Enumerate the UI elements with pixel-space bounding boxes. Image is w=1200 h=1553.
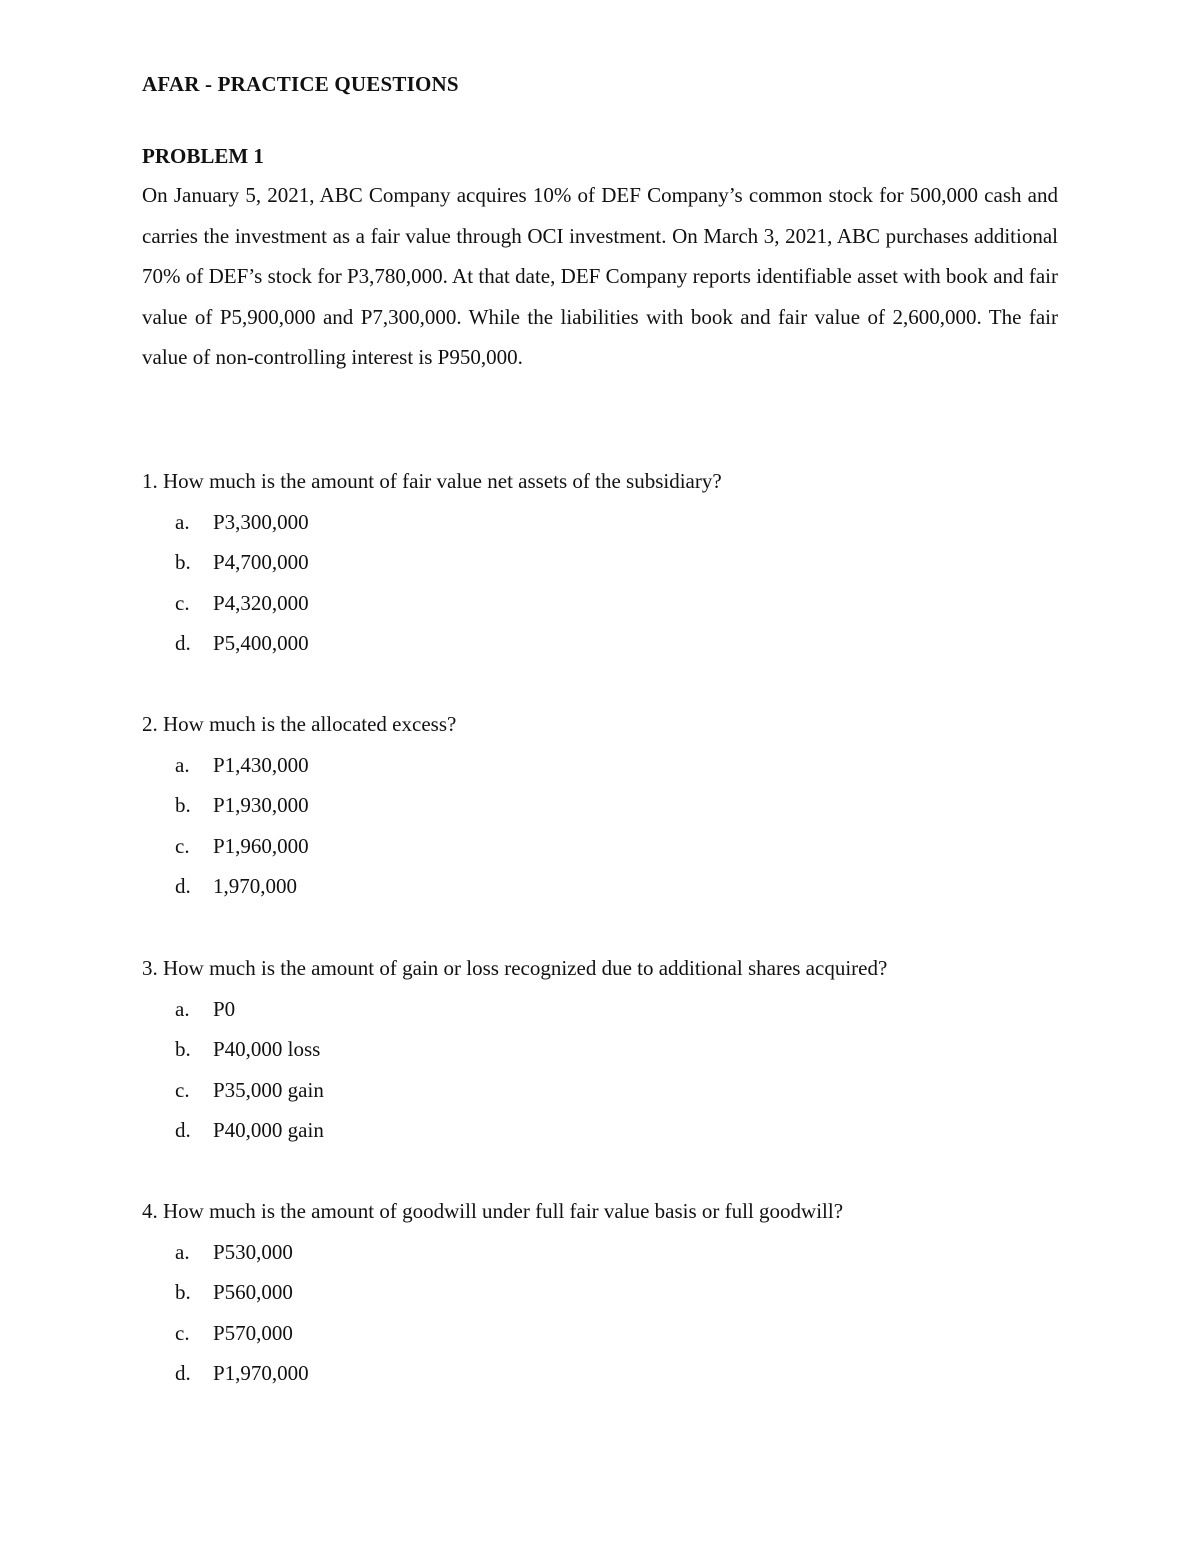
question-stem: 1. How much is the amount of fair value net assets of the subsidiary? — [142, 469, 722, 493]
option-b — [142, 785, 1142, 826]
option-a — [142, 989, 1142, 1030]
problem-heading: PROBLEM 1 — [142, 144, 264, 168]
option-c — [142, 583, 1142, 624]
option-text: P0 — [213, 996, 236, 1021]
option-text: P35,000 gain — [213, 1077, 324, 1102]
problem-text: On January 5, 2021, ABC Company acquires 10% of DEF Company’s common stock for 500,000 cash and carries the investment as a fair value through OCI investment. On March 3, 2021, ABC purchases additional 70% of DEF’s stock for P3,780,000. At that date, DEF Company reports identifiable asset with book and fair value of P5,900,000 and P7,300,000. While the liabilities with book and fair value of 2,600,000. The fair value of non-controlling interest is P950,000. — [142, 183, 1058, 370]
option-text: P530,000 — [213, 1239, 293, 1264]
option-b — [142, 1272, 1142, 1313]
option-text: 1,970,000 — [213, 874, 297, 899]
option-letter: d. — [175, 874, 191, 899]
option-a — [142, 502, 1142, 543]
option-b — [142, 1029, 1142, 1070]
option-letter: c. — [175, 833, 190, 858]
option-list — [142, 745, 1142, 907]
option-letter: d. — [175, 1118, 191, 1143]
question-stem: 4. How much is the amount of goodwill under full fair value basis or full goodwill? — [142, 1199, 844, 1223]
option-d — [142, 1110, 1142, 1151]
question-2 — [142, 704, 1142, 907]
option-letter: c. — [175, 590, 190, 615]
option-c — [142, 826, 1142, 867]
option-b — [142, 542, 1142, 583]
option-d — [142, 1353, 1142, 1394]
option-letter: a. — [175, 1239, 190, 1264]
question-stem: 2. How much is the allocated excess? — [142, 712, 457, 736]
option-a — [142, 1232, 1142, 1273]
option-list — [142, 502, 1142, 664]
option-letter: b. — [175, 1280, 191, 1305]
option-text: P4,320,000 — [213, 590, 309, 615]
option-letter: d. — [175, 631, 191, 656]
option-letter: d. — [175, 1361, 191, 1386]
option-letter: c. — [175, 1320, 190, 1345]
option-d — [142, 623, 1142, 664]
option-text: P1,930,000 — [213, 793, 309, 818]
question-stem: 3. How much is the amount of gain or loss recognized due to additional shares acquired? — [142, 956, 888, 980]
option-d — [142, 866, 1142, 907]
option-text: P570,000 — [213, 1320, 293, 1345]
option-text: P3,300,000 — [213, 509, 309, 534]
option-text: P1,960,000 — [213, 833, 309, 858]
option-text: P5,400,000 — [213, 631, 309, 656]
option-text: P4,700,000 — [213, 550, 309, 575]
question-3 — [142, 948, 1142, 1151]
document-title: AFAR - PRACTICE QUESTIONS — [142, 72, 459, 96]
option-letter: a. — [175, 996, 190, 1021]
option-text: P1,970,000 — [213, 1361, 309, 1386]
option-letter: a. — [175, 752, 190, 777]
option-c — [142, 1313, 1142, 1354]
option-text: P560,000 — [213, 1280, 293, 1305]
option-list — [142, 1232, 1142, 1394]
option-letter: b. — [175, 550, 191, 575]
option-letter: b. — [175, 1037, 191, 1062]
option-text: P40,000 gain — [213, 1118, 324, 1143]
option-text: P1,430,000 — [213, 752, 309, 777]
option-a — [142, 745, 1142, 786]
option-letter: c. — [175, 1077, 190, 1102]
option-c — [142, 1070, 1142, 1111]
option-text: P40,000 loss — [213, 1037, 321, 1062]
question-1 — [142, 461, 1142, 664]
question-4 — [142, 1191, 1142, 1394]
option-letter: b. — [175, 793, 191, 818]
option-list — [142, 989, 1142, 1151]
option-letter: a. — [175, 509, 190, 534]
